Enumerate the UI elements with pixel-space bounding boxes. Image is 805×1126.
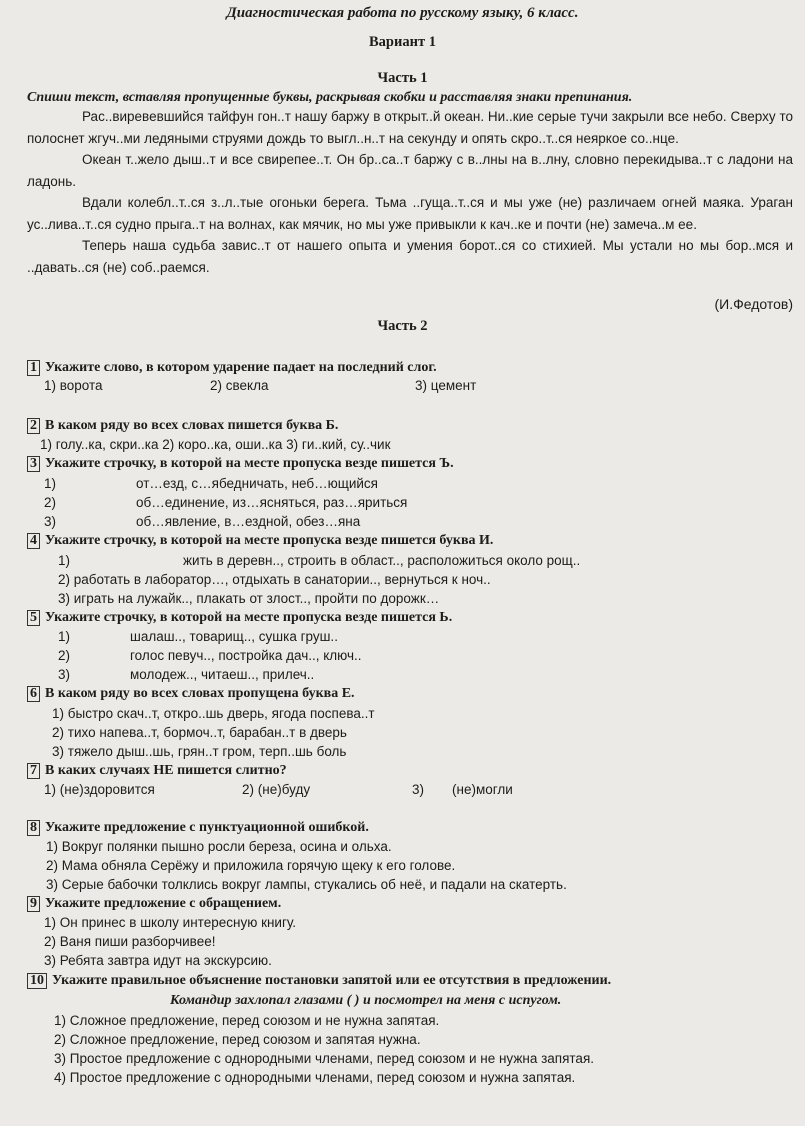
answer-option: 2) свекла [210,378,269,393]
answer-option: об…единение, из…ясняться, раз…яриться [136,495,408,510]
answer-option: 2) (не)буду [242,782,311,797]
answer-option: 2) Сложное предложение, перед союзом и запятая нужна. [54,1032,421,1047]
question-text: В каких случаях НЕ пишется слитно? [45,763,287,778]
question-number: 5 [27,610,40,626]
answer-option: 1) Сложное предложение, перед союзом и не нужна запятая. [54,1013,440,1028]
text-author: (И.Федотов) [714,296,793,312]
question-number: 10 [27,973,47,989]
answer-option: жить в деревн.., строить в област.., расположиться около рощ.. [183,553,581,568]
question-number: 7 [27,763,40,779]
answer-option: 1) голу..ка, скри..ка 2) коро..ка, оши..ка 3) ги..кий, су..чик [40,437,391,452]
answer-option: 4) Простое предложение с однородными членами, перед союзом и нужна запятая. [54,1070,576,1085]
question-4 [27,533,493,549]
question-number: 6 [27,686,40,702]
part1-heading: Часть 1 [377,70,428,86]
question-5 [27,610,452,626]
answer-option: 3) Серые бабочки толклись вокруг лампы, стукались об неё, и падали на скатерть. [46,877,567,892]
answer-option-number: 3) [412,782,425,797]
text-paragraph: Вдали колебл..т..ся з..л..тые огоньки берега. Тьма ..гуща..т..ся и мы уже (не) различаем огней маяка. Ураган ус..лива..т..ся судно прыга..т на волнах, как мячик, но мы уже привыкли к кач..ке и почти (не) замеча..м ее. [27,195,793,232]
answer-option-number: 2) [44,495,57,510]
answer-option: 1) (не)здоровится [44,782,155,797]
question-text: Укажите строчку, в которой на месте пропуска везде пишется Ъ. [45,456,454,471]
answer-option: молодеж.., читаеш.., прилеч.. [130,667,315,682]
answer-option: 3) цемент [415,378,477,393]
question-text: Укажите строчку, в которой на месте пропуска везде пишется Ь. [45,610,453,625]
analysis-sentence: Командир захлопал глазами ( ) и посмотрел на меня с испугом. [170,993,562,1008]
question-8 [27,820,369,836]
part2-heading: Часть 2 [377,318,428,334]
answer-option-number: 3) [58,667,71,682]
answer-option: об…явление, в…ездной, обез…яна [136,514,361,529]
question-number: 8 [27,820,40,836]
dictation-text [27,106,793,278]
question-text: Укажите слово, в котором ударение падает на последний слог. [45,360,437,375]
answer-option: 2) Мама обняла Серёжу и приложила горячую щеку к его голове. [46,858,456,873]
question-text: В каком ряду во всех словах пропущена буква Е. [45,686,355,701]
answer-option: 1) Он принес в школу интересную книгу. [44,915,297,930]
answer-option: 3) Ребята завтра идут на экскурсию. [44,953,272,968]
variant-label: Вариант 1 [369,34,436,50]
text-paragraph: Теперь наша судьба завис..т от нашего опыта и умения борот..ся со стихией. Мы устали но мы бор..мся и ..давать..ся (не) соб..раемся. [27,238,793,275]
question-text: Укажите предложение с обращением. [45,896,282,911]
answer-option: 3) тяжело дыш..шь, грян..т гром, терп..шь боль [52,744,347,759]
question-text: В каком ряду во всех словах пишется буква Б. [45,418,339,433]
question-3 [27,456,454,472]
answer-option-number: 1) [58,553,71,568]
answer-option: 2) тихо напева..т, бормоч..т, барабан..т в дверь [52,725,347,740]
answer-option: от…езд, с…ябедничать, неб…ющийся [136,476,378,491]
text-paragraph: Рас..виревевшийся тайфун гон..т нашу баржу в открыт..й океан. Ни..кие серые тучи закрыли все небо. Сверху то полоснет жгуч..ми ледяными струями дождь то выгл..н..т на секунду и опять скро..т..ся неяркое со..нце. [27,109,793,146]
question-2 [27,418,338,434]
question-text: Укажите строчку, в которой на месте пропуска везде пишется буква И. [45,533,494,548]
page-title: Диагностическая работа по русскому языку, 6 класс. [226,5,579,21]
answer-option-number: 1) [58,629,71,644]
question-7 [27,763,287,779]
answer-option-number: 3) [44,514,57,529]
answer-option: 2) Ваня пиши разборчивее! [44,934,216,949]
answer-option: 3) Простое предложение с однородными членами, перед союзом и не нужна запятая. [54,1051,594,1066]
question-1 [27,360,437,376]
answer-option: шалаш.., товарищ.., сушка груш.. [130,629,338,644]
question-text: Укажите предложение с пунктуационной ошибкой. [45,820,369,835]
question-number: 9 [27,896,40,912]
question-number: 2 [27,418,40,434]
answer-option: голос певуч.., постройка дач.., ключ.. [130,648,362,663]
text-paragraph: Океан т..жело дыш..т и все свирепее..т. Он бр..са..т баржу с в..лны на в..лну, словно перекидыва..т с ладони на ладонь. [27,152,793,189]
answer-option: 1) ворота [44,378,103,393]
answer-option-number: 2) [58,648,71,663]
answer-option: 2) работать в лаборатор…, отдыхать в санатории.., вернуться к ноч.. [58,572,491,587]
answer-option: (не)могли [452,782,513,797]
part1-instruction: Спиши текст, вставляя пропущенные буквы, раскрывая скобки и расставляя знаки препинания. [27,90,633,105]
question-6 [27,686,355,702]
question-number: 1 [27,360,40,376]
question-10 [27,973,611,989]
answer-option-number: 1) [44,476,57,491]
answer-option: 3) играть на лужайк.., плакать от злост.., пройти по дорожк… [58,591,440,606]
answer-option: 1) быстро скач..т, откро..шь дверь, ягода поспева..т [52,706,375,721]
question-text: Укажите правильное объяснение постановки запятой или ее отсутствия в предложении. [52,973,612,988]
question-number: 3 [27,456,40,472]
question-9 [27,896,281,912]
answer-option: 1) Вокруг полянки пышно росли береза, осина и ольха. [46,839,392,854]
question-number: 4 [27,533,40,549]
